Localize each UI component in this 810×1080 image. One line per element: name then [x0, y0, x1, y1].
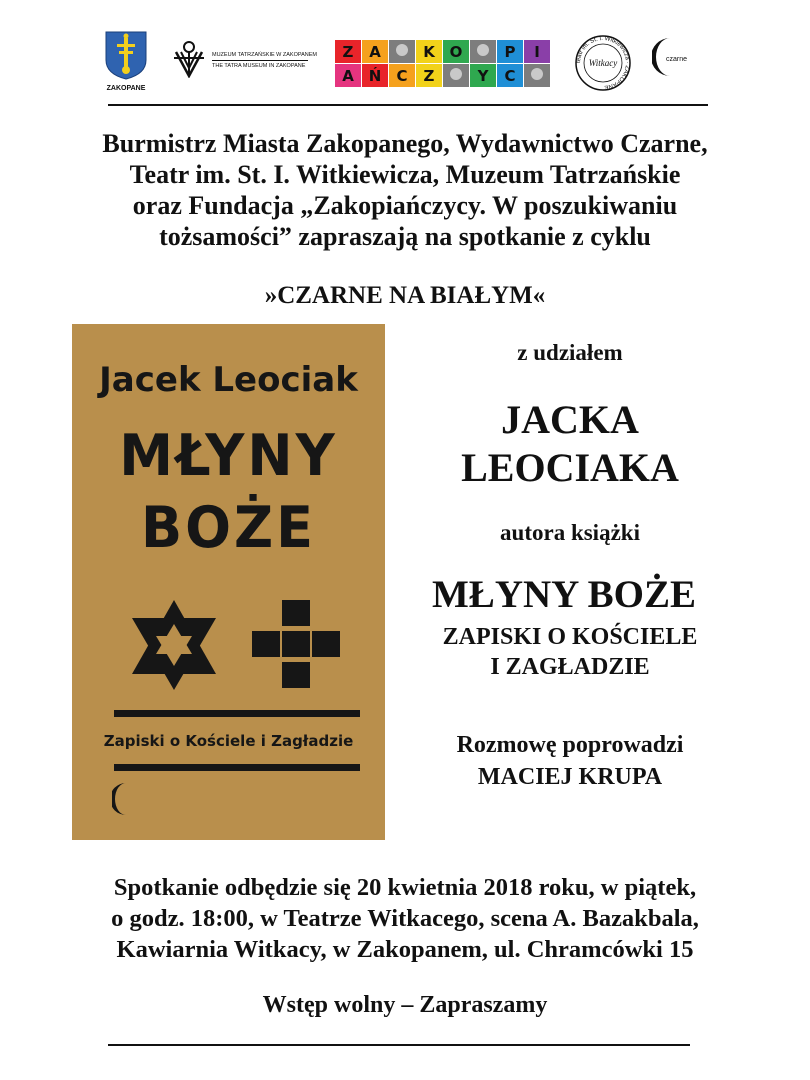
mosaic-letter: O: [449, 43, 463, 61]
mosaic-letter: Ń: [368, 67, 382, 85]
theatre-signature: Witkacy: [588, 58, 618, 68]
tatra-museum-logo: [172, 40, 318, 80]
logos-row: [0, 26, 810, 96]
with-label: z udziałem: [517, 340, 623, 365]
mosaic-letter: Z: [342, 43, 354, 61]
book-title: MŁYNY BOŻE: [432, 573, 696, 616]
witkacy-theatre-logo: [574, 34, 632, 92]
zakopane-caption: ZAKOPANE: [106, 85, 146, 92]
host-name: MACIEJ KRUPA: [477, 764, 663, 790]
cover-stripe-top: [114, 710, 360, 717]
bottom-rule: [108, 1044, 690, 1046]
book-cover: [72, 324, 385, 840]
cover-title-line1: MŁYNY: [119, 422, 338, 489]
cross-icon: [250, 598, 342, 690]
czarne-logo: [652, 36, 696, 86]
czarne-wordmark: czarne: [666, 56, 688, 63]
zakopane-crest-icon: [104, 30, 148, 80]
mosaic-letter: C: [504, 67, 516, 85]
mosaic-letter: K: [423, 43, 435, 61]
guest-name-line2: LEOCIAKA: [461, 445, 679, 490]
museum-emblem-icon: [172, 40, 206, 78]
zakopane-crest-logo: [104, 30, 148, 90]
theatre-ring-text: teatr im. St. I. Witkiewicza · ZAKOPANE: [575, 35, 631, 91]
intro-line: oraz Fundacja „Zakopiańczycy. W poszukiwaniu: [132, 191, 678, 220]
guest-name-line1: JACKA: [501, 397, 639, 442]
event-details: [0, 872, 810, 965]
cover-author: Jacek Leociak: [99, 360, 358, 400]
mosaic-letter: I: [534, 43, 540, 61]
top-rule: [108, 104, 708, 106]
entry-note: Wstęp wolny – Zapraszamy: [262, 992, 548, 1018]
book-subtitle-line1: ZAPISKI O KOŚCIELE: [442, 624, 698, 650]
zakopianczycy-mosaic: [334, 39, 552, 87]
author-of-label: autora książki: [500, 520, 640, 545]
portrait-icon: [450, 68, 462, 80]
intro-line: Burmistrz Miasta Zakopanego, Wydawnictwo Czarne,: [102, 129, 708, 158]
zakopianczycy-logo: [334, 39, 552, 87]
portrait-icon: [396, 44, 408, 56]
event-line: Kawiarnia Witkacy, w Zakopanem, ul. Chramcówki 15: [116, 936, 694, 963]
museum-name-en: THE TATRA MUSEUM IN ZAKOPANE: [212, 63, 306, 69]
cycle-title: »CZARNE NA BIAŁYM«: [264, 282, 546, 309]
mosaic-letter: Z: [423, 67, 435, 85]
mosaic-letter: C: [396, 67, 408, 85]
museum-divider: [212, 60, 308, 61]
book-subtitle-line2: I ZAGŁADZIE: [490, 654, 650, 680]
invitation-intro: [0, 128, 810, 252]
cover-title-line2: BOŻE: [140, 494, 317, 561]
cover-publisher-icon: [112, 782, 130, 816]
host-intro: Rozmowę poprowadzi: [456, 732, 684, 758]
cover-subtitle: Zapiski o Kościele i Zagładzie: [103, 732, 354, 750]
portrait-icon: [531, 68, 543, 80]
cover-stripe-bottom: [114, 764, 360, 771]
theatre-stamp-icon: [574, 34, 632, 92]
mosaic-letter: Y: [477, 67, 489, 85]
intro-line: Teatr im. St. I. Witkiewicza, Muzeum Tatrzańskie: [129, 160, 681, 189]
mosaic-letter: A: [369, 43, 381, 61]
event-line: o godz. 18:00, w Teatrze Witkacego, scena A. Bazakbala,: [111, 905, 699, 932]
event-line: Spotkanie odbędzie się 20 kwietnia 2018 roku, w piątek,: [113, 874, 697, 901]
museum-name-pl: MUZEUM TATRZAŃSKIE W ZAKOPANEM: [212, 52, 318, 58]
mosaic-letter: A: [342, 67, 354, 85]
star-of-david-icon: [126, 596, 222, 692]
portrait-icon: [477, 44, 489, 56]
intro-line: tożsamości” zapraszają na spotkanie z cyklu: [159, 222, 651, 251]
mosaic-letter: P: [504, 43, 516, 61]
